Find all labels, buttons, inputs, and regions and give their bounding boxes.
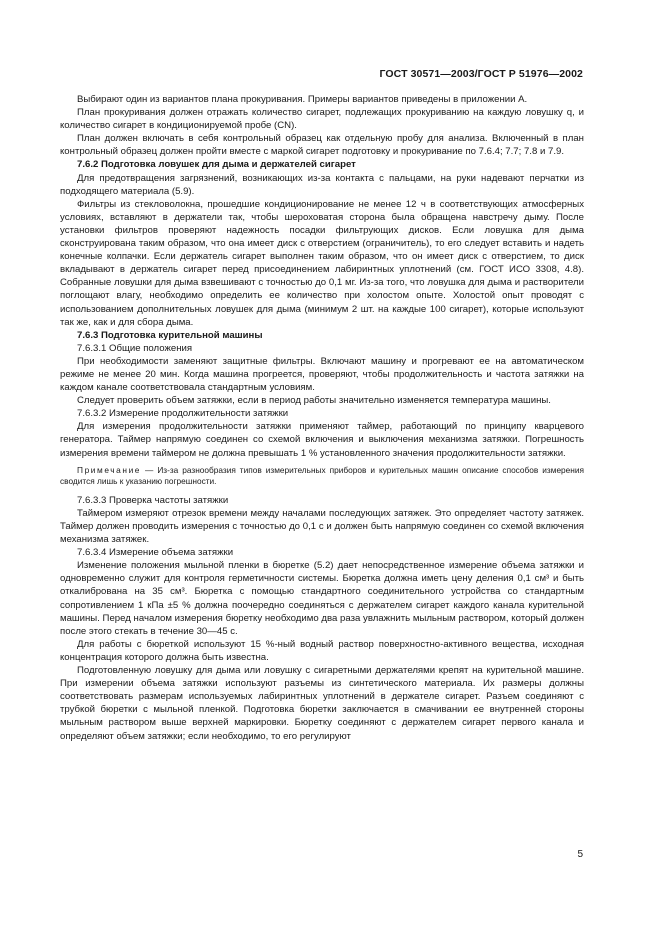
- section-heading: 7.6.2 Подготовка ловушек для дыма и держателей сигарет: [77, 159, 356, 171]
- paragraph: При необходимости заменяют защитные фильтры. Включают машину и прогревают ее на автоматическом режиме не менее 20 мин. Когда машина прогреется, проверяют, чтобы продолжительность и частота затяжки на каждом канале соответствовала стандартным условиям.: [60, 355, 584, 394]
- page-header: ГОСТ 30571—2003/ГОСТ Р 51976—2002: [379, 68, 583, 80]
- paragraph: Таймером измеряют отрезок времени между началами последующих затяжек. Это определяет частоту затяжек. Таймер должен проводить измерения с точностью до 0,1 с и должен быть напрямую соединен со схемой включения механизма затяжек.: [60, 507, 584, 546]
- paragraph: Фильтры из стекловолокна, прошедшие кондиционирование не менее 12 ч в соответствующих атмосферных условиях, вставляют в держатели так, чтобы шероховатая сторона была обращена навстречу дыму. После установки фильтров проверяют надежность посадки фильтрующих дисков. Если ловушка для дыма сконструирована таким образом, что она имеет диск с отверстием (ограничитель), то его следует вставить и надеть конечные колпачки. Если держатель сигарет выполнен таким образом, что он имеет диск с отверстием, то диск вкладывают в держатель сигарет перед присоединением лабиринтных уплотнений (см. ГОСТ ИСО 3308, 4.8). Собранные ловушки для дыма взвешивают с точностью до 0,1 мг. Из-за того, что ловушка для дыма и растворители поглощают влагу, необходимо определить ее количество при холостом опыте. Холостой опыт проводят с использованием дополнительных ловушек для дыма (минимум 2 шт. на каждые 100 сигарет), которые используют так же, как и для сбора дыма.: [60, 198, 584, 328]
- document-body: [60, 93, 584, 743]
- note: [60, 465, 584, 488]
- paragraph: Выбирают один из вариантов плана прокуривания. Примеры вариантов приведены в приложении А.: [77, 94, 528, 105]
- note-label: Примечание: [77, 464, 142, 475]
- subsection-heading: 7.6.3.2 Измерение продолжительности затяжки: [77, 408, 289, 420]
- section-heading: 7.6.3 Подготовка курительной машины: [77, 329, 263, 341]
- paragraph: Следует проверить объем затяжки, если в период работы значительно изменяется температура машины.: [77, 395, 551, 407]
- paragraph: Для предотвращения загрязнений, возникающих из-за контакта с пальцами, на руки надевают перчатки из подходящего материала (5.9).: [60, 172, 584, 197]
- paragraph: Для измерения продолжительности затяжки применяют таймер, работающий по принципу кварцевого генератора. Таймер напрямую соединен со схемой включения и выключения механизма затяжки. Погрешность измерения времени таймером не должна превышать 1 % установленного значения продолжительности затяжки.: [60, 421, 584, 459]
- subsection-heading: 7.6.3.4 Измерение объема затяжки: [77, 547, 234, 559]
- subsection-heading: 7.6.3.1 Общие положения: [77, 342, 193, 354]
- paragraph: Изменение положения мыльной пленки в бюретке (5.2) дает непосредственное измерение объема затяжки и одновременно служит для контроля герметичности системы. Бюретка должна иметь цену деления 0,1 см³ и быть откалибрована на 35 см³. Бюретка с помощью стандартного соединительного устройства со стандартным сопротивлением 1 кПа ±5 % должна поочередно соединяться с держателем сигарет каждого канала курительной машины. Перед началом измерения бюретку необходимо два раза увлажнить мыльным раствором, который должен после этого стекать в течение 30—45 с.: [60, 560, 584, 637]
- paragraph: Подготовленную ловушку для дыма или ловушку с сигаретными держателями крепят на курительной машине. При измерении объема затяжки используют разъемы из синтетического материала. Их размеры должны соответствовать размерам используемых лабиринтных уплотнений в держателе сигарет. Разъем соединяют с трубкой бюретки с мыльной пленкой. Подготовка бюретки заключается в смачивании ее внутренней стороны мыльным раствором выше верхней маркировки. Бюретку соединяют с держателем сигарет первого канала и определяют объем затяжки; если необходимо, то его регулируют: [60, 665, 584, 742]
- page-number: 5: [577, 849, 583, 860]
- paragraph: План должен включать в себя контрольный образец как отдельную пробу для анализа. Включенный в план контрольный образец должен пройти вместе с маркой сигарет подготовку и прокуривание по 7.6.4; 7.7; 7.8 и 7.9.: [60, 133, 584, 158]
- subsection-heading: 7.6.3.3 Проверка частоты затяжки: [77, 494, 229, 506]
- paragraph: План прокуривания должен отражать количество сигарет, подлежащих прокуриванию на каждую ловушку q, и количество сигарет в кондиционируемой пробе (CN).: [60, 107, 584, 132]
- note-text: — Из-за разнообразия типов измерительных приборов и курительных машин описание способов измерения сводится лишь к указанию погрешности.: [60, 464, 584, 487]
- paragraph: Для работы с бюреткой используют 15 %-ный водный раствор поверхностно-активного вещества, исходная концентрация которого должна быть известна.: [60, 638, 584, 663]
